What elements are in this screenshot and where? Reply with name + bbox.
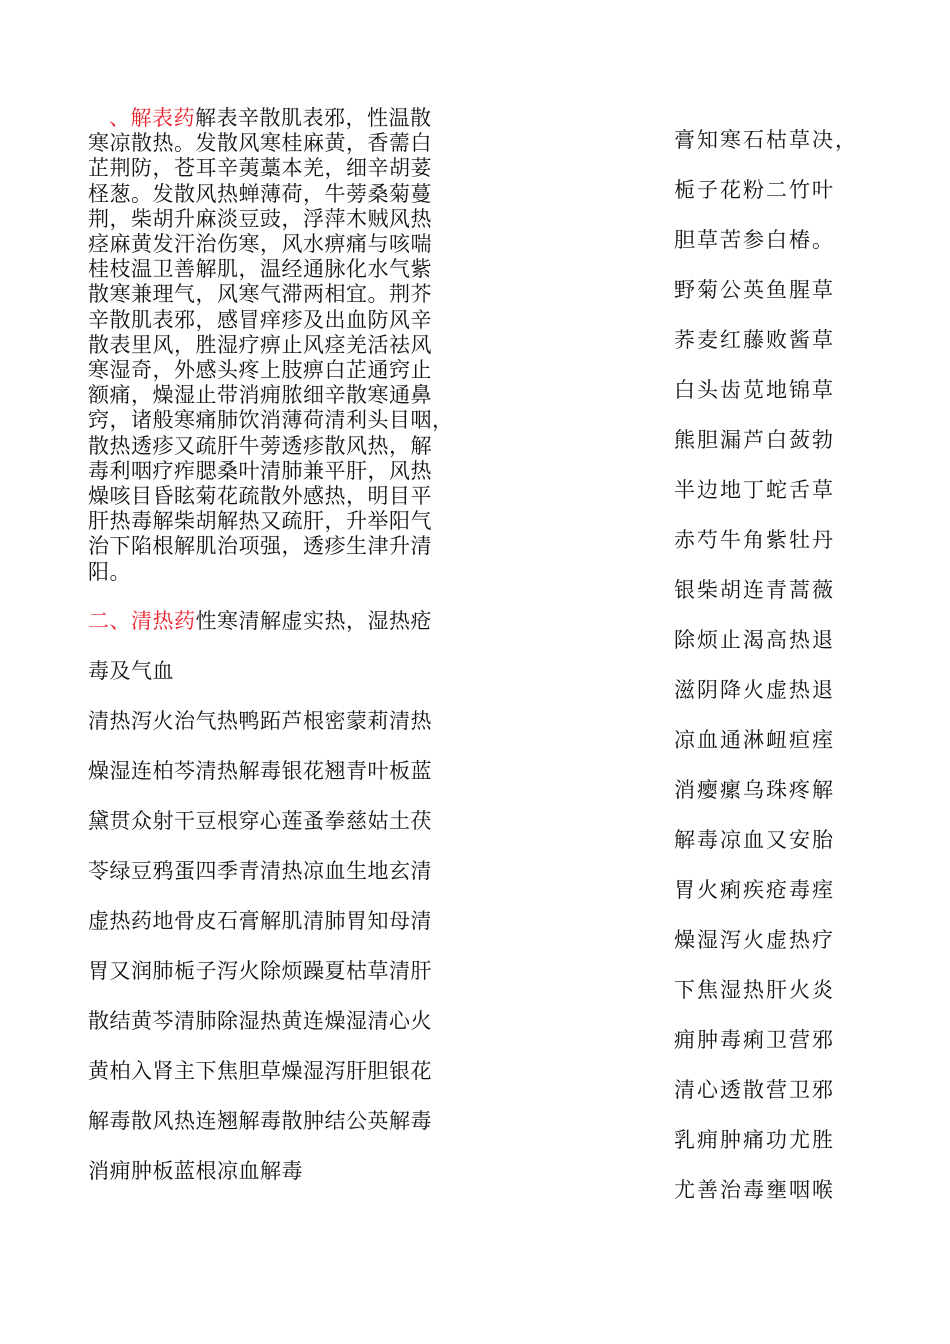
- section-text-line: 桂枝温卫善解肌，温经通脉化水气紫: [88, 257, 432, 282]
- section-text-line: 散寒兼理气，风寒气滞两相宜。荆芥: [88, 282, 432, 307]
- verse-line: 银柴胡连青蒿薇: [674, 578, 835, 602]
- section-text-line: 黄柏入肾主下焦胆草燥湿泻肝胆银花: [88, 1058, 432, 1083]
- verse-line: 消瘿瘰乌珠疼解: [674, 778, 835, 802]
- verse-line: 荞麦红藤败酱草: [674, 328, 835, 352]
- right-column: [674, 128, 874, 1228]
- section-text-line: 散表里风，胜湿疗痹止风痉羌活祛风: [88, 332, 432, 357]
- verse-line: 痈肿毒痢卫营邪: [674, 1028, 835, 1052]
- section-text-line: 清热泻火治气热鸭跖芦根密蒙莉清热: [88, 708, 432, 733]
- section-text-line: 苓绿豆鸦蛋四季青清热凉血生地玄清: [88, 858, 432, 883]
- section-number: 二、: [88, 608, 131, 633]
- section-text-line: 毒及气血: [88, 658, 174, 683]
- section-text-line: 芷荆防，苍耳辛荑藁本羌，细辛胡荽: [88, 156, 432, 181]
- section-text-line: 治下陷根解肌治项强，透疹生津升清: [88, 534, 432, 559]
- verse-line: 野菊公英鱼腥草: [674, 278, 835, 302]
- verse-line: 乳痈肿痛功尤胜: [674, 1128, 835, 1152]
- section-text-line: 燥咳目昏眩菊花疏散外感热，明目平: [88, 484, 432, 509]
- section-text-line: 解毒散风热连翘解毒散肿结公英解毒: [88, 1108, 432, 1133]
- section-text-line: 黛贯众射干豆根穿心莲蚤拳慈姑土茯: [88, 808, 432, 833]
- verse-line: 滋阴降火虚热退: [674, 678, 835, 702]
- verse-line: 清心透散营卫邪: [674, 1078, 835, 1102]
- section-text-line: 燥湿连柏芩清热解毒银花翘青叶板蓝: [88, 758, 432, 783]
- section-qingre: [88, 609, 458, 1209]
- section-text-line: 散热透疹又疏肝牛蒡透疹散风热，解: [88, 433, 432, 458]
- section-text-line: 寒凉散热。发散风寒桂麻黄，香薷白: [88, 131, 432, 156]
- section-text-line: 寒湿奇，外感头疼上肢痹白芷通窍止: [88, 358, 432, 383]
- section-text-line: 痉麻黄发汗治伤寒，风水痹痛与咳喘: [88, 232, 432, 257]
- section-text-line: 柽葱。发散风热蝉薄荷，牛蒡桑菊蔓: [88, 181, 432, 206]
- section-jiebiao-first-line: [88, 106, 458, 131]
- verse-line: 栀子花粉二竹叶: [674, 178, 835, 202]
- verse-line: 胆草苦参白椿。: [674, 228, 835, 252]
- left-column: [88, 106, 458, 1209]
- section-text-line: 窍，诸般寒痛肺饮消薄荷清利头目咽，: [88, 408, 454, 433]
- verse-line: 解毒凉血又安胎: [674, 828, 835, 852]
- verse-line: 半边地丁蛇舌草: [674, 478, 835, 502]
- section-text-line: 虚热药地骨皮石膏解肌清肺胃知母清: [88, 908, 432, 933]
- verse-line: 白头齿苋地锦草: [674, 378, 835, 402]
- verse-line: 凉血通淋衄疸痓: [674, 728, 835, 752]
- section-text-line: 额痛，燥湿止带消痈脓细辛散寒通鼻: [88, 383, 432, 408]
- section-qingre-first-line: [88, 609, 458, 659]
- section-text-line: 毒利咽疗痄腮桑叶清肺兼平肝，风热: [88, 458, 432, 483]
- section-number: 、: [109, 106, 131, 130]
- section-text-line: 阳。: [88, 559, 131, 584]
- section-jiebiao: [88, 106, 458, 585]
- section-title-jiebiao: 解表药: [130, 106, 195, 130]
- verse-line: 下焦湿热肝火炎: [674, 978, 835, 1002]
- section-text-line: 荆，柴胡升麻淡豆豉，浮萍木贼风热: [88, 206, 432, 231]
- verse-line: 赤芍牛角紫牡丹: [674, 528, 835, 552]
- section-text-line: 辛散肌表邪，感冒痒疹及出血防风辛: [88, 307, 432, 332]
- section-text-line: 解表辛散肌表邪，性温散: [195, 106, 432, 130]
- section-text-line: 消痈肿板蓝根凉血解毒: [88, 1158, 303, 1183]
- section-text-line: 性寒清解虚实热，湿热疮: [195, 608, 432, 633]
- section-text-line: 肝热毒解柴胡解热又疏肝，升举阳气: [88, 509, 432, 534]
- section-title-qingre: 清热药: [131, 608, 196, 633]
- verse-line: 燥湿泻火虚热疗: [674, 928, 835, 952]
- verse-line: 尤善治毒壅咽喉: [674, 1178, 835, 1202]
- section-text-line: 胃又润肺栀子泻火除烦躁夏枯草清肝: [88, 958, 432, 983]
- verse-line: 胃火痢疾疮毒痓: [674, 878, 835, 902]
- verse-line: 除烦止渴高热退: [674, 628, 835, 652]
- verse-line: 熊胆漏芦白蔹勃: [674, 428, 835, 452]
- verse-line: 膏知寒石枯草决，: [674, 128, 858, 152]
- section-text-line: 散结黄芩清肺除湿热黄连燥湿清心火: [88, 1008, 432, 1033]
